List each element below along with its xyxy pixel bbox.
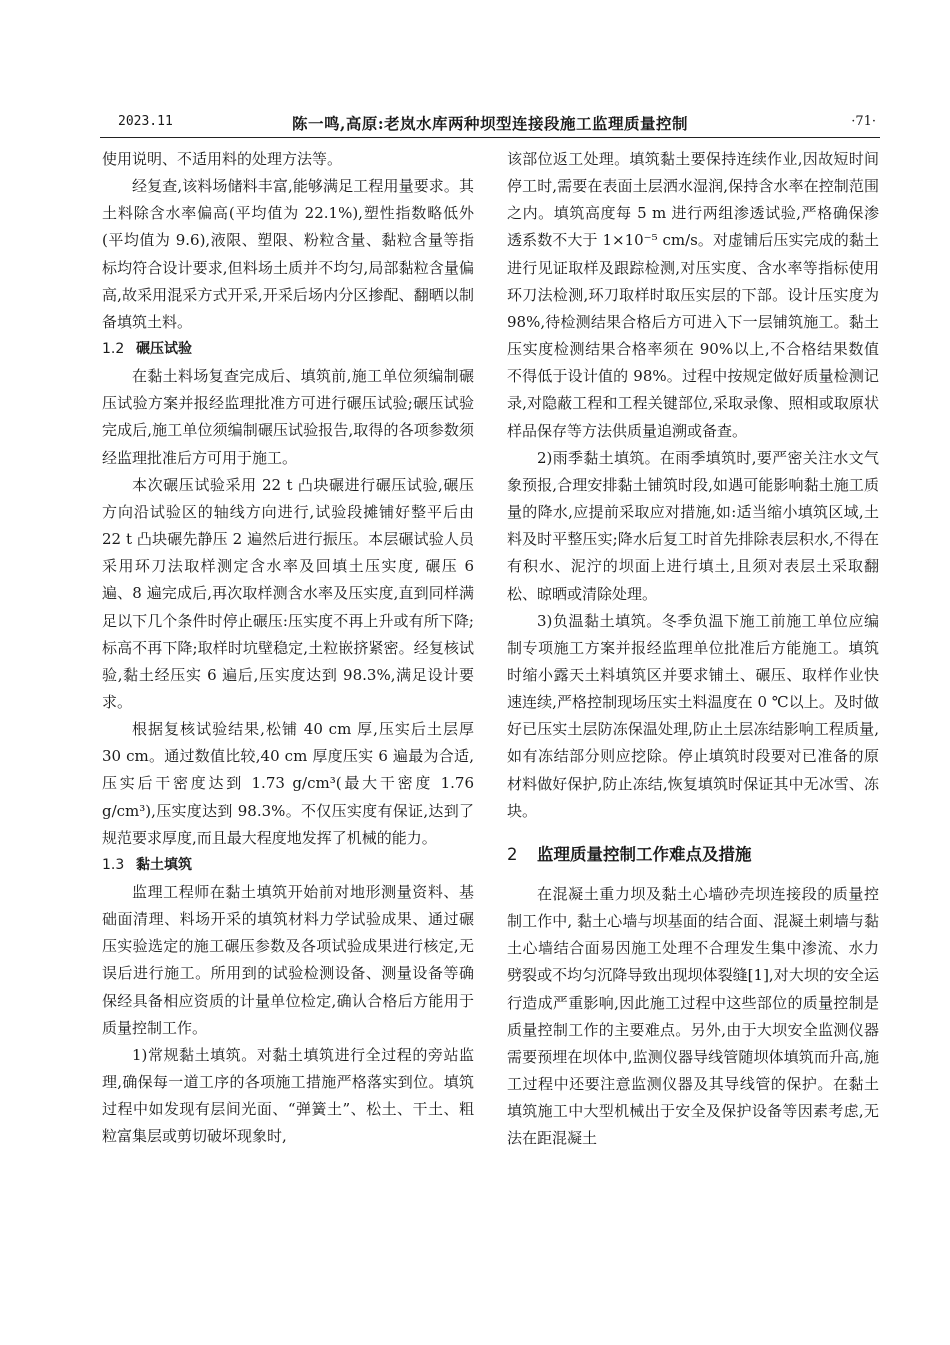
- paragraph: 监理工程师在黏土填筑开始前对地形测量资料、基础面清理、料场开采的填筑材料力学试验成果、通过碾压实验选定的施工碾压参数及各项试验成果进行核定,无误后进行施工。所用到的试验检测设备、测量设备等确保经具备相应资质的计量单位检定,确认合格后方能用于质量控制工作。: [102, 882, 474, 1037]
- paragraph: 使用说明、不适用料的处理方法等。: [102, 150, 343, 168]
- section-heading-2: [507, 841, 879, 869]
- section-heading-1-2: [102, 336, 474, 363]
- journal-issue: 2023.11: [118, 114, 173, 129]
- paragraph: 3)负温黏土填筑。冬季负温下施工前施工单位应编制专项施工方案并报经监理单位批准后方能施工。填筑时缩小露天土料填筑区并要求铺土、碾压、取样作业快速连续,严格控制现场压实土料温度在 0 ℃以上。及时做好已压实土层防冻保温处理,防止土层冻结影响工程质量,如有冻结部分则应挖除。停止填筑时段要对已准备的原材料做好保护,防止冻结,恢复填筑时保证其中无冰雪、冻块。: [507, 611, 879, 820]
- paragraph: 在黏土料场复查完成后、填筑前,施工单位须编制碾压试验方案并报经监理批准方可进行碾压试验;碾压试验完成后,施工单位须编制碾压试验报告,取得的各项参数须经监理批准后方可用于施工。: [102, 367, 474, 467]
- running-title: 陈一鸣,高原:老岚水库两种坝型连接段施工监理质量控制: [291, 114, 689, 133]
- section-title: 黏土填筑: [136, 856, 192, 873]
- paragraph: 在混凝土重力坝及黏土心墙砂壳坝连接段的质量控制工作中, 黏土心墙与坝基面的结合面、混凝土刺墙与黏土心墙结合面易因施工处理不合理发生集中渗流、水力劈裂或不均匀沉降导致出现坝体裂缝[1],对大坝的安全运行造成严重影响,因此施工过程中这些部位的质量控制是质量控制工作的主要难点。另外,由于大坝安全监测仪器需要预埋在坝体中,监测仪器导线管随坝体填筑而升高,施工过程中还要注意监测仪器及其导线管的保护。在黏土填筑施工中大型机械出于安全及保护设备等因素考虑,无法在距混凝土: [507, 884, 879, 1148]
- running-header: [100, 110, 880, 136]
- page-number: ·71·: [851, 114, 876, 129]
- header-rule: [100, 137, 880, 138]
- section-number: 1.2: [102, 341, 125, 358]
- right-column: [507, 146, 879, 1152]
- section-number: 2: [507, 844, 518, 864]
- paragraph: 本次碾压试验采用 22 t 凸块碾进行碾压试验,碾压方向沿试验区的轴线方向进行,试验段摊铺好整平后由 22 t 凸块碾先静压 2 遍然后进行振压。本层碾试验人员采用环刀法取样测定含水率及回填土压实度, 碾压 6 遍、8 遍完成后,再次取样测含水率及压实度,直到同样满足以下几个条件时停止碾压:压实度不再上升或有所下降;标高不再下降;取样时坑壁稳定,土粒嵌挤紧密。经复核试验,黏土经压实 6 遍后,压实度达到 98.3%,满足设计要求。: [102, 475, 474, 711]
- paragraph: 2)雨季黏土填筑。在雨季填筑时,要严密关注水文气象预报,合理安排黏土铺筑时段,如遇可能影响黏土施工质量的降水,应提前采取应对措施,如:适当缩小填筑区域,土料及时平整压实;降水后复工时首先排除表层积水,不得在有积水、泥泞的坝面上进行填土,且须对表层土采取翻松、晾晒或清除处理。: [507, 448, 879, 603]
- section-title: 监理质量控制工作难点及措施: [537, 844, 752, 864]
- section-number: 1.3: [102, 856, 125, 873]
- paragraph: 根据复核试验结果,松铺 40 cm 厚,压实后土层厚 30 cm。通过数值比较,40 cm 厚度压实 6 遍最为合适,压实后干密度达到 1.73 g/cm³(最大干密度 1.76 g/cm³),压实度达到 98.3%。不仅压实度有保证,达到了规范要求厚度,而且最大程度地发挥了机械的能力。: [102, 720, 474, 847]
- paragraph: 1)常规黏土填筑。对黏土填筑进行全过程的旁站监理,确保每一道工序的各项施工措施严格落实到位。填筑过程中如发现有层间光面、“弹簧土”、松土、干土、粗粒富集层或剪切破坏现象时,: [102, 1045, 474, 1146]
- section-title: 碾压试验: [136, 341, 192, 358]
- paragraph: 经复查,该料场储料丰富,能够满足工程用量要求。其土料除含水率偏高(平均值为 22.1%),塑性指数略低外(平均值为 9.6),液限、塑限、粉粒含量、黏粒含量等指标均符合设计要求,但料场土质并不均匀,局部黏粒含量偏高,故采用混采方式开采,开采后场内分区掺配、翻晒以制备填筑土料。: [102, 177, 474, 331]
- section-heading-1-3: [102, 852, 474, 879]
- paragraph: 该部位返工处理。填筑黏土要保持连续作业,因故短时间停工时,需要在表面土层洒水湿润,保持含水率在控制范围之内。填筑高度每 5 m 进行两组渗透试验,严格确保渗透系数不大于 1×10⁻⁵ cm/s。对虚铺后压实完成的黏土进行见证取样及跟踪检测,对压实度、含水率等指标使用环刀法检测,环刀取样时取压实层的下部。设计压实度为 98%,待检测结果合格后方可进入下一层铺筑施工。黏土压实度检测结果合格率须在 90%以上,不合格结果数值不得低于设计值的 98%。过程中按规定做好质量检测记录,对隐蔽工程和工程关键部位,采取录像、照相或取原状样品保存等方法供质量追溯或备查。: [507, 150, 879, 440]
- left-column: [102, 146, 474, 1150]
